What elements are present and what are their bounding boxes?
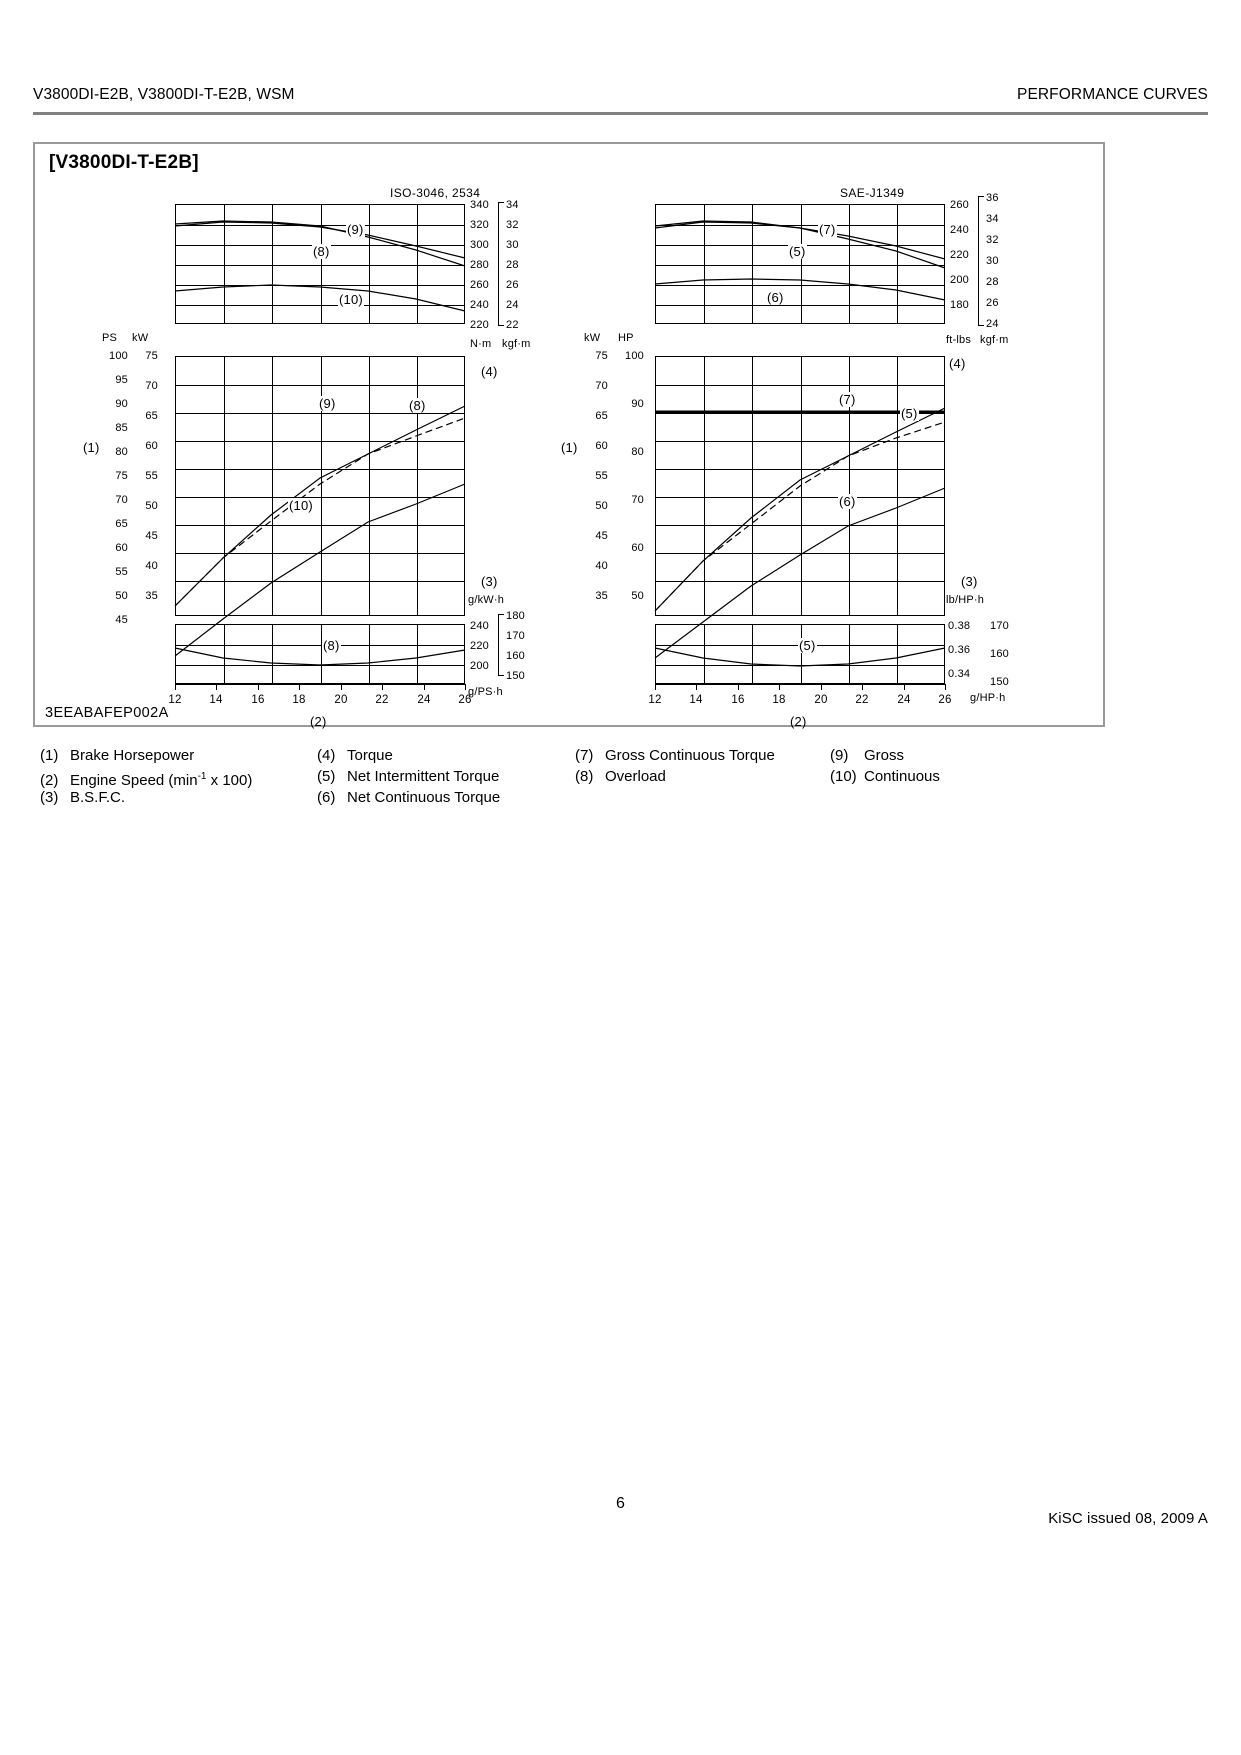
legend-label-10: Continuous <box>864 768 940 785</box>
legend-number-10: (10) <box>830 768 857 785</box>
power-hp-tick-sae-90: 90 <box>631 398 644 410</box>
torque-kgfm-tick-sae-30: 30 <box>986 255 999 267</box>
x-axis-line-sae <box>655 684 945 685</box>
torque-tick-sae-180: 180 <box>950 299 969 311</box>
power-hp-tick-sae-70: 70 <box>631 494 644 506</box>
power-unit-ps-iso: PS <box>102 332 118 344</box>
x-tick-iso-26: 26 <box>458 694 472 706</box>
legend-item-6 <box>317 787 567 808</box>
torque-kgfm-tick-sae-28: 28 <box>986 276 999 288</box>
torque-plot-grid-iso <box>175 204 465 324</box>
legend-item-4 <box>317 745 567 766</box>
power-ps-tick-iso-60: 60 <box>115 542 128 554</box>
torque-secondary-bracket-sae <box>978 196 984 326</box>
callout-sae-power-7: (7) <box>839 392 856 407</box>
torque-kgfm-tick-sae-24: 24 <box>986 318 999 330</box>
bsfc-unit-primary-iso: g/kW·h <box>468 594 505 606</box>
legend-label-2: Engine Speed ($\min^{-1}$ x 100) <box>70 771 253 789</box>
torque-kgfm-tick-iso-28: 28 <box>506 259 519 271</box>
torque-kgfm-tick-sae-26: 26 <box>986 297 999 309</box>
callout-iso-power-8: (8) <box>409 398 426 413</box>
legend-item-2 <box>40 766 310 787</box>
power-kw-tick-sae-65: 65 <box>595 410 608 422</box>
power-plot-grid-sae <box>655 356 945 616</box>
bsfc-tick-iso-200: 200 <box>470 660 489 672</box>
x-axis-caption-iso: (2) <box>310 714 327 729</box>
torque-tick-iso-240: 240 <box>470 299 489 311</box>
power-unit-kw-iso: kW <box>132 332 149 344</box>
legend-label-9: Gross <box>864 747 905 764</box>
power-kw-tick-sae-55: 55 <box>595 470 608 482</box>
legend-number-3: (3) <box>40 789 59 806</box>
power-hp-tick-sae-50: 50 <box>631 590 644 602</box>
bsfc-unit-primary-sae: lb/HP·h <box>946 594 985 606</box>
torque-kgfm-tick-iso-32: 32 <box>506 219 519 231</box>
torque-tick-iso-220: 220 <box>470 319 489 331</box>
chart-standard-label-iso: ISO-3046, 2534 <box>390 186 481 200</box>
legend-item-9 <box>830 745 1030 766</box>
power-ps-tick-iso-65: 65 <box>115 518 128 530</box>
callout-iso-torque-9: (9) <box>347 222 364 237</box>
legend-label-7: Gross Continuous Torque <box>605 747 775 764</box>
legend-number-5: (5) <box>317 768 336 785</box>
legend-item-5 <box>317 766 567 787</box>
callout-iso-power-9: (9) <box>319 396 336 411</box>
bsfc-ghph-tick-sae-170: 170 <box>990 620 1009 632</box>
power-kw-tick-iso-35: 35 <box>145 590 158 602</box>
x-tick-iso-12: 12 <box>168 694 182 706</box>
x-tick-iso-14: 14 <box>209 694 223 706</box>
callout-iso-bsfc-8: (8) <box>323 638 340 653</box>
power-kw-tick-iso-60: 60 <box>145 440 158 452</box>
chart-panel-iso <box>83 186 560 729</box>
footer-issue-text: KiSC issued 08, 2009 A <box>1048 1510 1208 1527</box>
x-tick-sae-16: 16 <box>731 694 745 706</box>
bsfc-gpsh-tick-iso-160: 160 <box>506 650 525 662</box>
torque-plot-grid-sae <box>655 204 945 324</box>
callout-sae-torque-5: (5) <box>789 244 806 259</box>
figure-code: 3EEABAFEP002A <box>45 705 169 721</box>
x-tick-iso-16: 16 <box>251 694 265 706</box>
torque-tick-iso-280: 280 <box>470 259 489 271</box>
power-kw-tick-iso-40: 40 <box>145 560 158 572</box>
callout-sae-bsfc-3: (3) <box>961 574 978 589</box>
x-tick-iso-18: 18 <box>292 694 306 706</box>
legend-number-4: (4) <box>317 747 336 764</box>
power-hp-tick-sae-100: 100 <box>625 350 644 362</box>
torque-unit-primary-iso: N·m <box>470 338 492 350</box>
x-tick-sae-12: 12 <box>648 694 662 706</box>
power-kw-tick-iso-70: 70 <box>145 380 158 392</box>
power-hp-tick-sae-60: 60 <box>631 542 644 554</box>
power-plot-grid-iso <box>175 356 465 616</box>
torque-tick-iso-320: 320 <box>470 219 489 231</box>
chart-panel-sae <box>561 186 1040 729</box>
callout-sae-torque-6: (6) <box>767 290 784 305</box>
power-kw-tick-sae-75: 75 <box>595 350 608 362</box>
legend-item-7 <box>575 745 815 766</box>
power-kw-tick-iso-45: 45 <box>145 530 158 542</box>
x-axis-labels-sae <box>648 694 952 710</box>
torque-tick-iso-340: 340 <box>470 199 489 211</box>
callout-sae-torque-7: (7) <box>819 222 836 237</box>
legend-number-9: (9) <box>830 747 849 764</box>
torque-kgfm-tick-iso-34: 34 <box>506 199 519 211</box>
callout-sae-bsfc-5: (5) <box>799 638 816 653</box>
bsfc-plot-grid-iso <box>175 624 465 684</box>
torque-unit-primary-sae: ft-lbs <box>946 334 972 346</box>
bsfc-unit-secondary-sae: g/HP·h <box>970 692 1006 704</box>
bsfc-gpsh-tick-iso-150: 150 <box>506 670 525 682</box>
power-kw-tick-iso-55: 55 <box>145 470 158 482</box>
legend-label-6: Net Continuous Torque <box>347 789 501 806</box>
header-model-text: V3800DI-E2B, V3800DI-T-E2B, WSM <box>33 86 295 103</box>
legend-number-6: (6) <box>317 789 336 806</box>
power-kw-tick-sae-45: 45 <box>595 530 608 542</box>
legend-label-8: Overload <box>605 768 666 785</box>
callout-iso-power-10: (10) <box>289 498 313 513</box>
header-divider-rule <box>33 112 1208 115</box>
legend-number-8: (8) <box>575 768 594 785</box>
legend-item-8 <box>575 766 815 787</box>
callout-iso-torque-8: (8) <box>313 244 330 259</box>
torque-kgfm-tick-sae-32: 32 <box>986 234 999 246</box>
callout-iso-torque-4: (4) <box>481 364 498 379</box>
legend-superscript-2: -1 <box>197 771 207 782</box>
power-kw-tick-iso-65: 65 <box>145 410 158 422</box>
legend-column-4 <box>830 745 1030 787</box>
legend-column-3 <box>575 745 815 787</box>
callout-sae-torque-4: (4) <box>949 356 966 371</box>
performance-curves-figure <box>33 142 1105 727</box>
legend-label-1: Brake Horsepower <box>70 747 195 764</box>
bsfc-ghph-tick-sae-150: 150 <box>990 676 1009 688</box>
torque-tick-sae-220: 220 <box>950 249 969 261</box>
x-tick-sae-20: 20 <box>814 694 828 706</box>
legend-column-1 <box>40 745 310 808</box>
bsfc-tick-sae-038: 0.38 <box>948 620 971 632</box>
callout-iso-torque-10: (10) <box>339 292 363 307</box>
bsfc-unit-secondary-iso: g/PS·h <box>468 686 503 698</box>
bsfc-gpsh-tick-iso-170: 170 <box>506 630 525 642</box>
figure-title: [V3800DI-T-E2B] <box>49 152 199 173</box>
power-ps-tick-iso-75: 75 <box>115 470 128 482</box>
torque-unit-secondary-sae: kgf·m <box>980 334 1009 346</box>
power-ps-tick-iso-55: 55 <box>115 566 128 578</box>
torque-kgfm-tick-sae-34: 34 <box>986 213 999 225</box>
power-kw-tick-iso-50: 50 <box>145 500 158 512</box>
page-number: 6 <box>616 1495 625 1512</box>
x-axis-line-iso <box>175 684 465 685</box>
x-tick-iso-22: 22 <box>375 694 389 706</box>
x-tick-sae-14: 14 <box>689 694 703 706</box>
legend-item-1 <box>40 745 310 766</box>
power-kw-tick-sae-50: 50 <box>595 500 608 512</box>
callout-sae-power-5: (5) <box>901 406 918 421</box>
torque-kgfm-tick-sae-36: 36 <box>986 192 999 204</box>
bsfc-plot-grid-sae <box>655 624 945 684</box>
power-ps-tick-iso-95: 95 <box>115 374 128 386</box>
legend-label-4: Torque <box>347 747 393 764</box>
bsfc-tick-iso-240: 240 <box>470 620 489 632</box>
bsfc-tick-iso-220: 220 <box>470 640 489 652</box>
callout-sae-power-1: (1) <box>561 440 578 455</box>
power-hp-tick-sae-80: 80 <box>631 446 644 458</box>
power-kw-tick-sae-40: 40 <box>595 560 608 572</box>
legend-column-2 <box>317 745 567 808</box>
torque-kgfm-tick-iso-30: 30 <box>506 239 519 251</box>
callout-iso-bsfc-3: (3) <box>481 574 498 589</box>
legend-label-5: Net Intermittent Torque <box>347 768 500 785</box>
torque-secondary-bracket-iso <box>498 202 504 326</box>
power-ps-tick-iso-45: 45 <box>115 614 128 626</box>
x-tick-sae-18: 18 <box>772 694 786 706</box>
torque-tick-sae-260: 260 <box>950 199 969 211</box>
x-axis-labels-iso <box>168 694 472 710</box>
power-unit-kw-sae: kW <box>584 332 601 344</box>
legend-number-1: (1) <box>40 747 59 764</box>
chart-standard-label-sae: SAE-J1349 <box>840 186 905 200</box>
bsfc-tick-sae-034: 0.34 <box>948 668 971 680</box>
bsfc-gpsh-tick-iso-180: 180 <box>506 610 525 622</box>
x-tick-sae-22: 22 <box>855 694 869 706</box>
power-kw-tick-iso-75: 75 <box>145 350 158 362</box>
torque-tick-iso-260: 260 <box>470 279 489 291</box>
legend-number-2: (2) <box>40 772 59 789</box>
power-ps-tick-iso-85: 85 <box>115 422 128 434</box>
torque-tick-iso-300: 300 <box>470 239 489 251</box>
bsfc-secondary-bracket-iso <box>498 614 504 676</box>
x-tick-iso-20: 20 <box>334 694 348 706</box>
x-tick-sae-24: 24 <box>897 694 911 706</box>
legend-item-3 <box>40 787 310 808</box>
power-ps-tick-iso-90: 90 <box>115 398 128 410</box>
x-axis-caption-sae: (2) <box>790 714 807 729</box>
power-ps-tick-iso-100: 100 <box>109 350 128 362</box>
callout-iso-power-1: (1) <box>83 440 100 455</box>
power-ps-tick-iso-80: 80 <box>115 446 128 458</box>
legend-number-7: (7) <box>575 747 594 764</box>
power-kw-tick-sae-70: 70 <box>595 380 608 392</box>
bsfc-ghph-tick-sae-160: 160 <box>990 648 1009 660</box>
torque-tick-sae-240: 240 <box>950 224 969 236</box>
power-unit-hp-sae: HP <box>618 332 634 344</box>
x-tick-iso-24: 24 <box>417 694 431 706</box>
legend-label-3: B.S.F.C. <box>70 789 126 806</box>
torque-tick-sae-200: 200 <box>950 274 969 286</box>
x-tick-sae-26: 26 <box>938 694 952 706</box>
torque-kgfm-tick-iso-26: 26 <box>506 279 519 291</box>
power-ps-tick-iso-70: 70 <box>115 494 128 506</box>
header-section-title: PERFORMANCE CURVES <box>1017 86 1208 103</box>
callout-sae-power-6: (6) <box>839 494 856 509</box>
torque-unit-secondary-iso: kgf·m <box>502 338 531 350</box>
torque-kgfm-tick-iso-22: 22 <box>506 319 519 331</box>
torque-kgfm-tick-iso-24: 24 <box>506 299 519 311</box>
legend-item-10 <box>830 766 1030 787</box>
power-kw-tick-sae-60: 60 <box>595 440 608 452</box>
power-kw-tick-sae-35: 35 <box>595 590 608 602</box>
power-ps-tick-iso-50: 50 <box>115 590 128 602</box>
bsfc-tick-sae-036: 0.36 <box>948 644 971 656</box>
